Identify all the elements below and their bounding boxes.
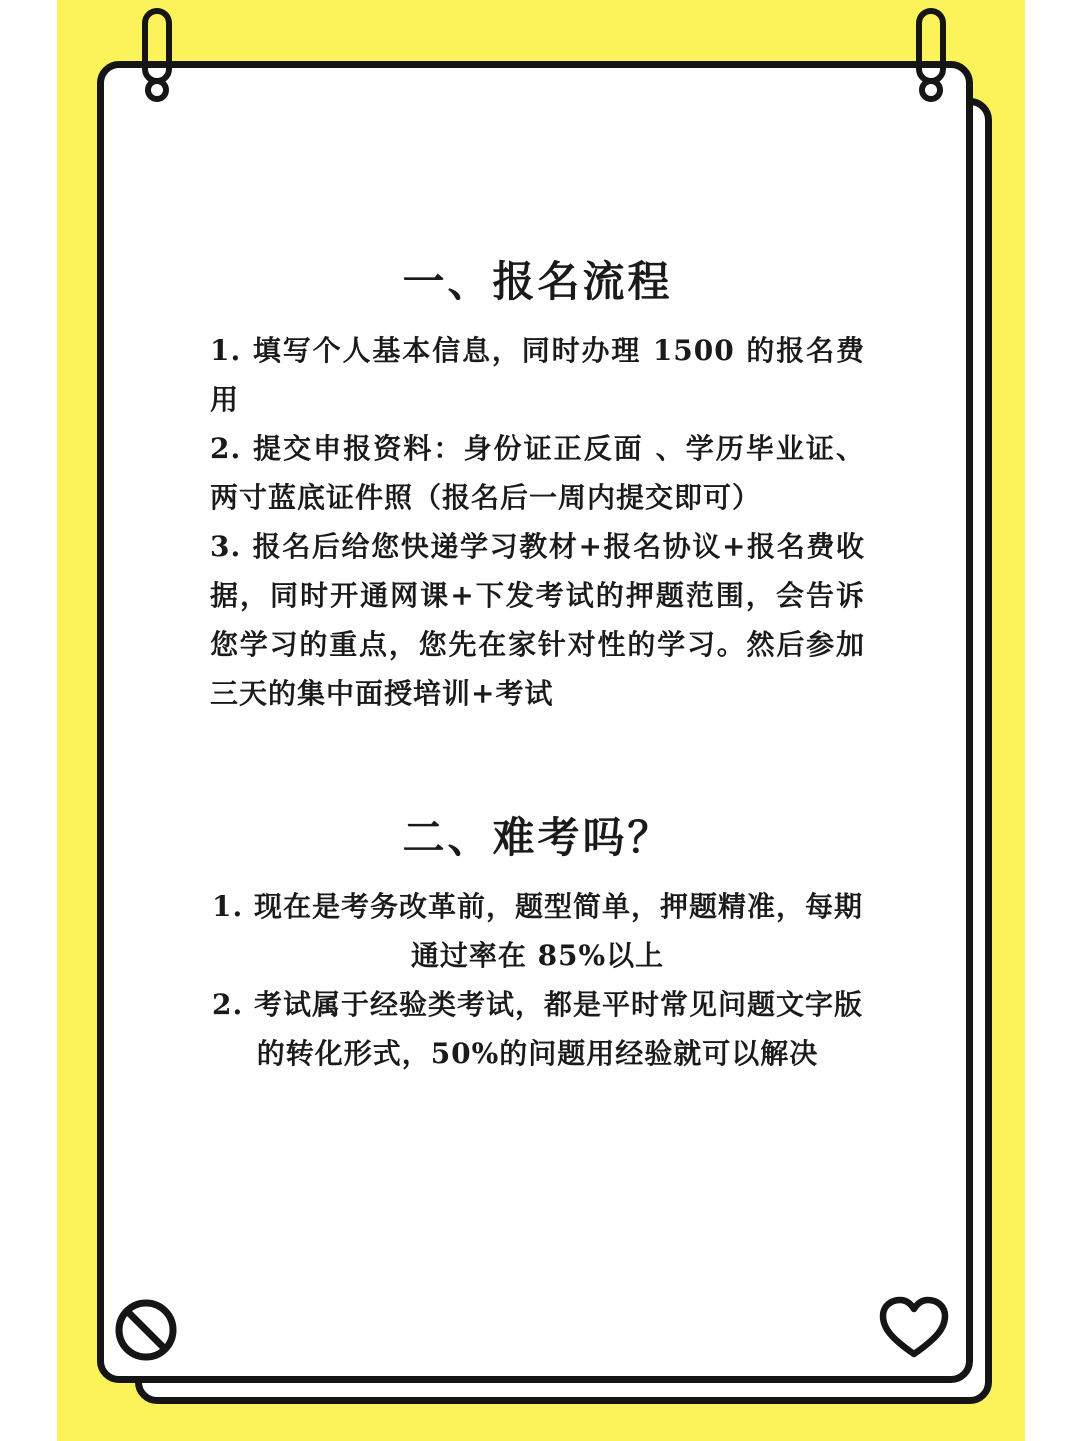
binder-hole-left-icon (145, 78, 169, 102)
binder-ring-right-icon (916, 8, 946, 84)
heart-icon (879, 1296, 949, 1360)
no-entry-icon (113, 1297, 179, 1363)
section-title-difficulty: 二、难考吗？ (402, 813, 673, 862)
difficulty-point-1: 1. 现在是考务改革前，题型简单，押题精准，每期通过率在 85%以上 (212, 890, 863, 972)
section-title-registration-process: 一、报名流程 (402, 257, 673, 306)
registration-step-1: 1. 填写个人基本信息，同时办理 1500 的报名费用 (210, 334, 865, 416)
binder-ring-left-icon (142, 8, 172, 84)
main-content (210, 250, 865, 1078)
difficulty-point-2: 2. 考试属于经验类考试，都是平时常见问题文字版的转化形式，50%的问题用经验就可以解决 (212, 988, 863, 1070)
registration-step-2: 2. 提交申报资料：身份证正反面 、学历毕业证、两寸蓝底证件照（报名后一周内提交即可） (210, 432, 865, 514)
registration-step-3: 3. 报名后给您快递学习教材+报名协议+报名费收据，同时开通网课+下发考试的押题范围，会告诉您学习的重点，您先在家针对性的学习。然后参加三天的集中面授培训+考试 (210, 530, 865, 710)
binder-hole-right-icon (919, 78, 943, 102)
